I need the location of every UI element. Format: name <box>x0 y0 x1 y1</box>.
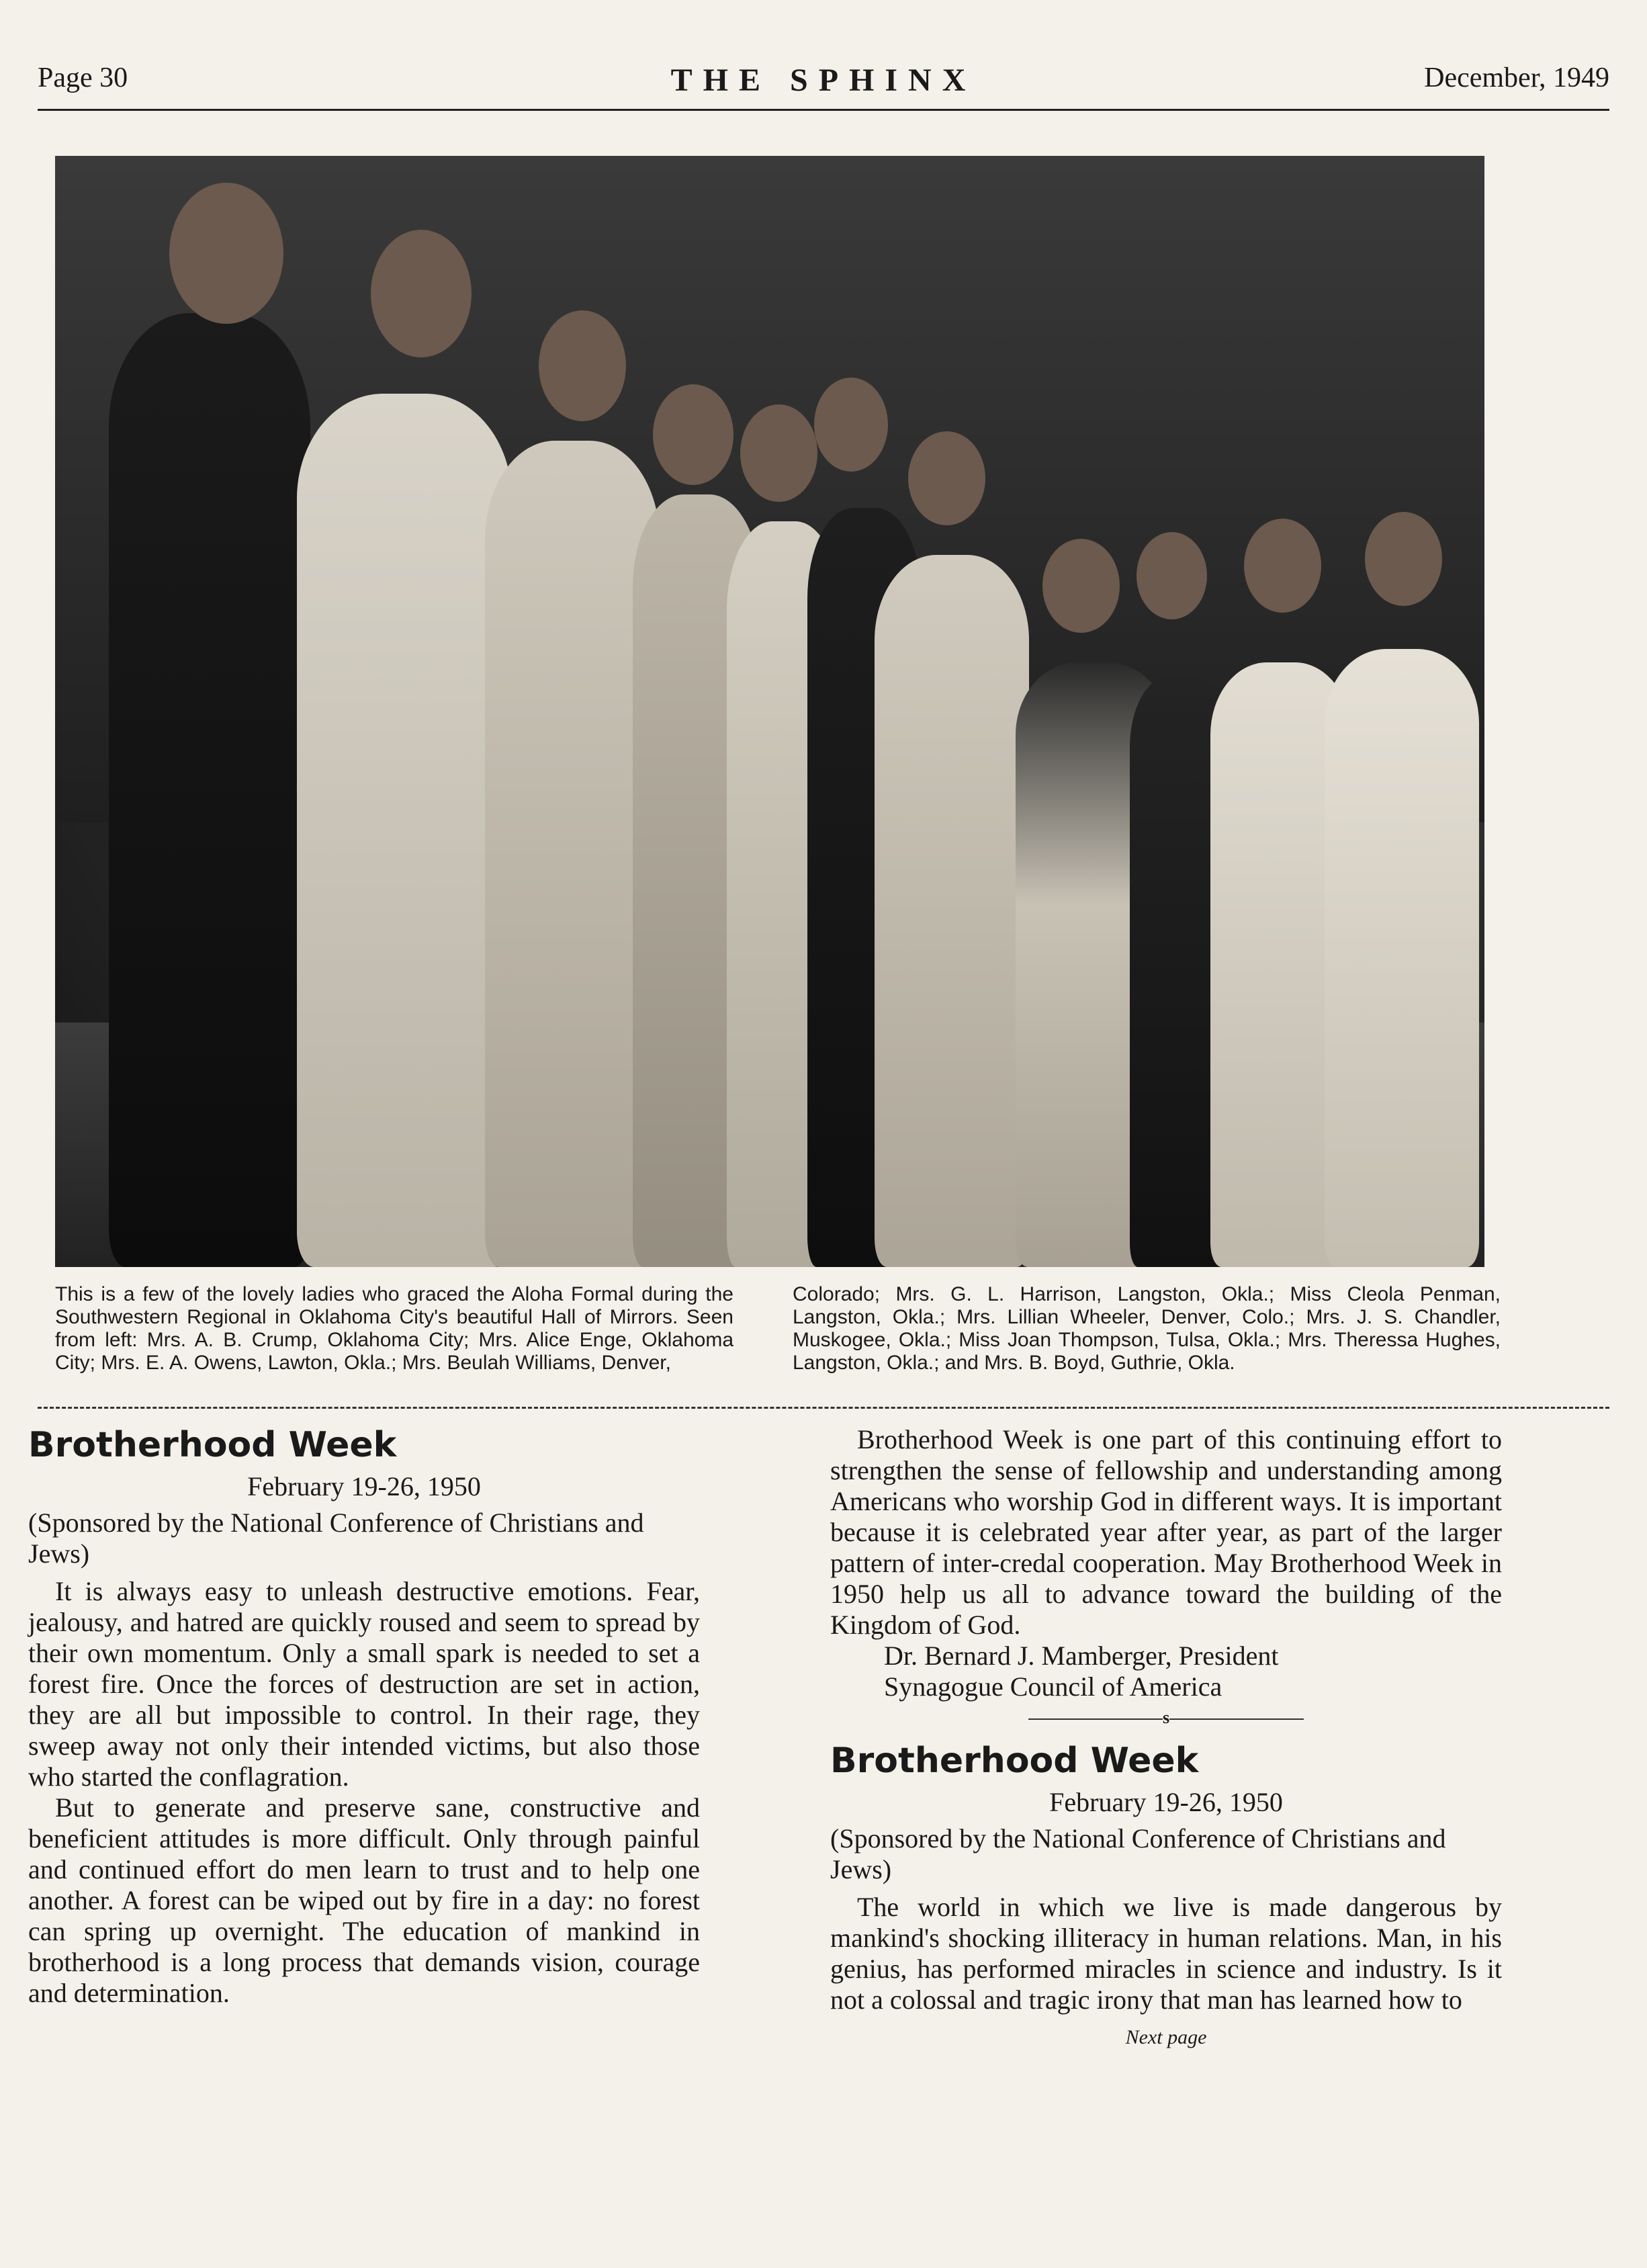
issue-date: December, 1949 <box>1424 62 1609 93</box>
page-number: Page 30 <box>38 62 128 93</box>
article-paragraph: It is always easy to unleash destructive emotions. Fear, jealousy, and hatred are quickly roused and seem to spread by their own momentum. Only a small spark is needed to set a forest fire. Once the forces of destruction are set in action, they are all but impossible to control. In their rage, they sweep away not only their intended victims, but also those who started the conflagration. <box>28 1576 700 1792</box>
photo-figure-head <box>908 431 985 525</box>
photo-caption-right: Colorado; Mrs. G. L. Harrison, Langston, Okla.; Miss Cleola Penman, Langston, Okla.; Mrs. Lillian Wheeler, Denver, Colo.; Mrs. J. S. Chandler, Muskogee, Okla.; Miss Joan Thompson, Tulsa, Okla.; Mrs. Theressa Hughes, Langston, Okla.; and Mrs. B. Boyd, Guthrie, Okla. <box>793 1283 1501 1374</box>
section-divider <box>38 1407 1609 1409</box>
photo-figure <box>875 555 1029 1267</box>
photo-figure-head <box>740 404 817 502</box>
article-separator <box>830 1708 1502 1728</box>
article-sponsor: (Sponsored by the National Conference of Christians and Jews) <box>830 1823 1446 1884</box>
article-column-right <box>830 1424 1502 2053</box>
photo-figure-head <box>1042 539 1120 633</box>
photo-figure-head <box>653 384 733 485</box>
photo-figure-head <box>169 183 283 324</box>
photo-figure-head <box>371 230 472 357</box>
article-paragraph: The world in which we live is made dangerous by mankind's shocking illiteracy in human relations. Man, in his genius, has performed miracles in science and industry. Is it not a colossal and tragic irony that man has learned how to <box>830 1892 1502 2015</box>
photo-figure <box>109 313 310 1267</box>
page-header <box>0 0 1647 113</box>
article-sponsor: (Sponsored by the National Conference of Christians and Jews) <box>28 1508 644 1569</box>
signer-organization: Synagogue Council of America <box>884 1671 1222 1702</box>
photo-figure-head <box>1244 519 1321 613</box>
photo-figure-head <box>539 310 626 421</box>
header-rule <box>38 109 1609 111</box>
article-column-left <box>28 1424 700 2009</box>
article-title: Brotherhood Week <box>830 1741 1199 1781</box>
article-date: February 19-26, 1950 <box>1049 1787 1283 1817</box>
article-title: Brotherhood Week <box>28 1425 397 1465</box>
photo-caption-left: This is a few of the lovely ladies who graced the Aloha Formal during the Southwestern Regional in Oklahoma City's beautiful Hall of Mirrors. Seen from left: Mrs. A. B. Crump, Oklahoma City; Mrs. Alice Enge, Oklahoma City; Mrs. E. A. Owens, Lawton, Okla.; Mrs. Beulah Williams, Denver, <box>55 1283 733 1374</box>
photo-figure <box>1325 649 1479 1267</box>
photo-figure-head <box>814 378 888 472</box>
article-paragraph: Brotherhood Week is one part of this continuing effort to strengthen the sense of fellowship and understanding among Americans who worship God in different ways. It is important because it is celebrated year after year, as part of the larger pattern of inter-credal cooperation. May Brotherhood Week in 1950 help us all to advance toward the building of the Kingdom of God. <box>830 1424 1502 1640</box>
photo-figure-head <box>1137 532 1207 619</box>
signer-name: Dr. Bernard J. Mamberger, President <box>884 1641 1279 1671</box>
article-paragraph: But to generate and preserve sane, constructive and beneficient attitudes is more difficult. Only through painful and continued effort do men learn to trust and to help one another. A forest can be wiped out by fire in a day: no forest can spring up overnight. The education of mankind in brotherhood is a long process that demands vision, courage and determination. <box>28 1792 700 2008</box>
group-photograph <box>55 156 1484 1267</box>
next-page-link[interactable]: Next page <box>1125 2026 1207 2048</box>
publication-title: THE SPHINX <box>670 62 977 98</box>
photo-figure-head <box>1365 512 1442 606</box>
separator-mark: s <box>1162 1708 1170 1727</box>
article-date: February 19-26, 1950 <box>247 1471 481 1501</box>
photo-figure <box>297 394 512 1267</box>
